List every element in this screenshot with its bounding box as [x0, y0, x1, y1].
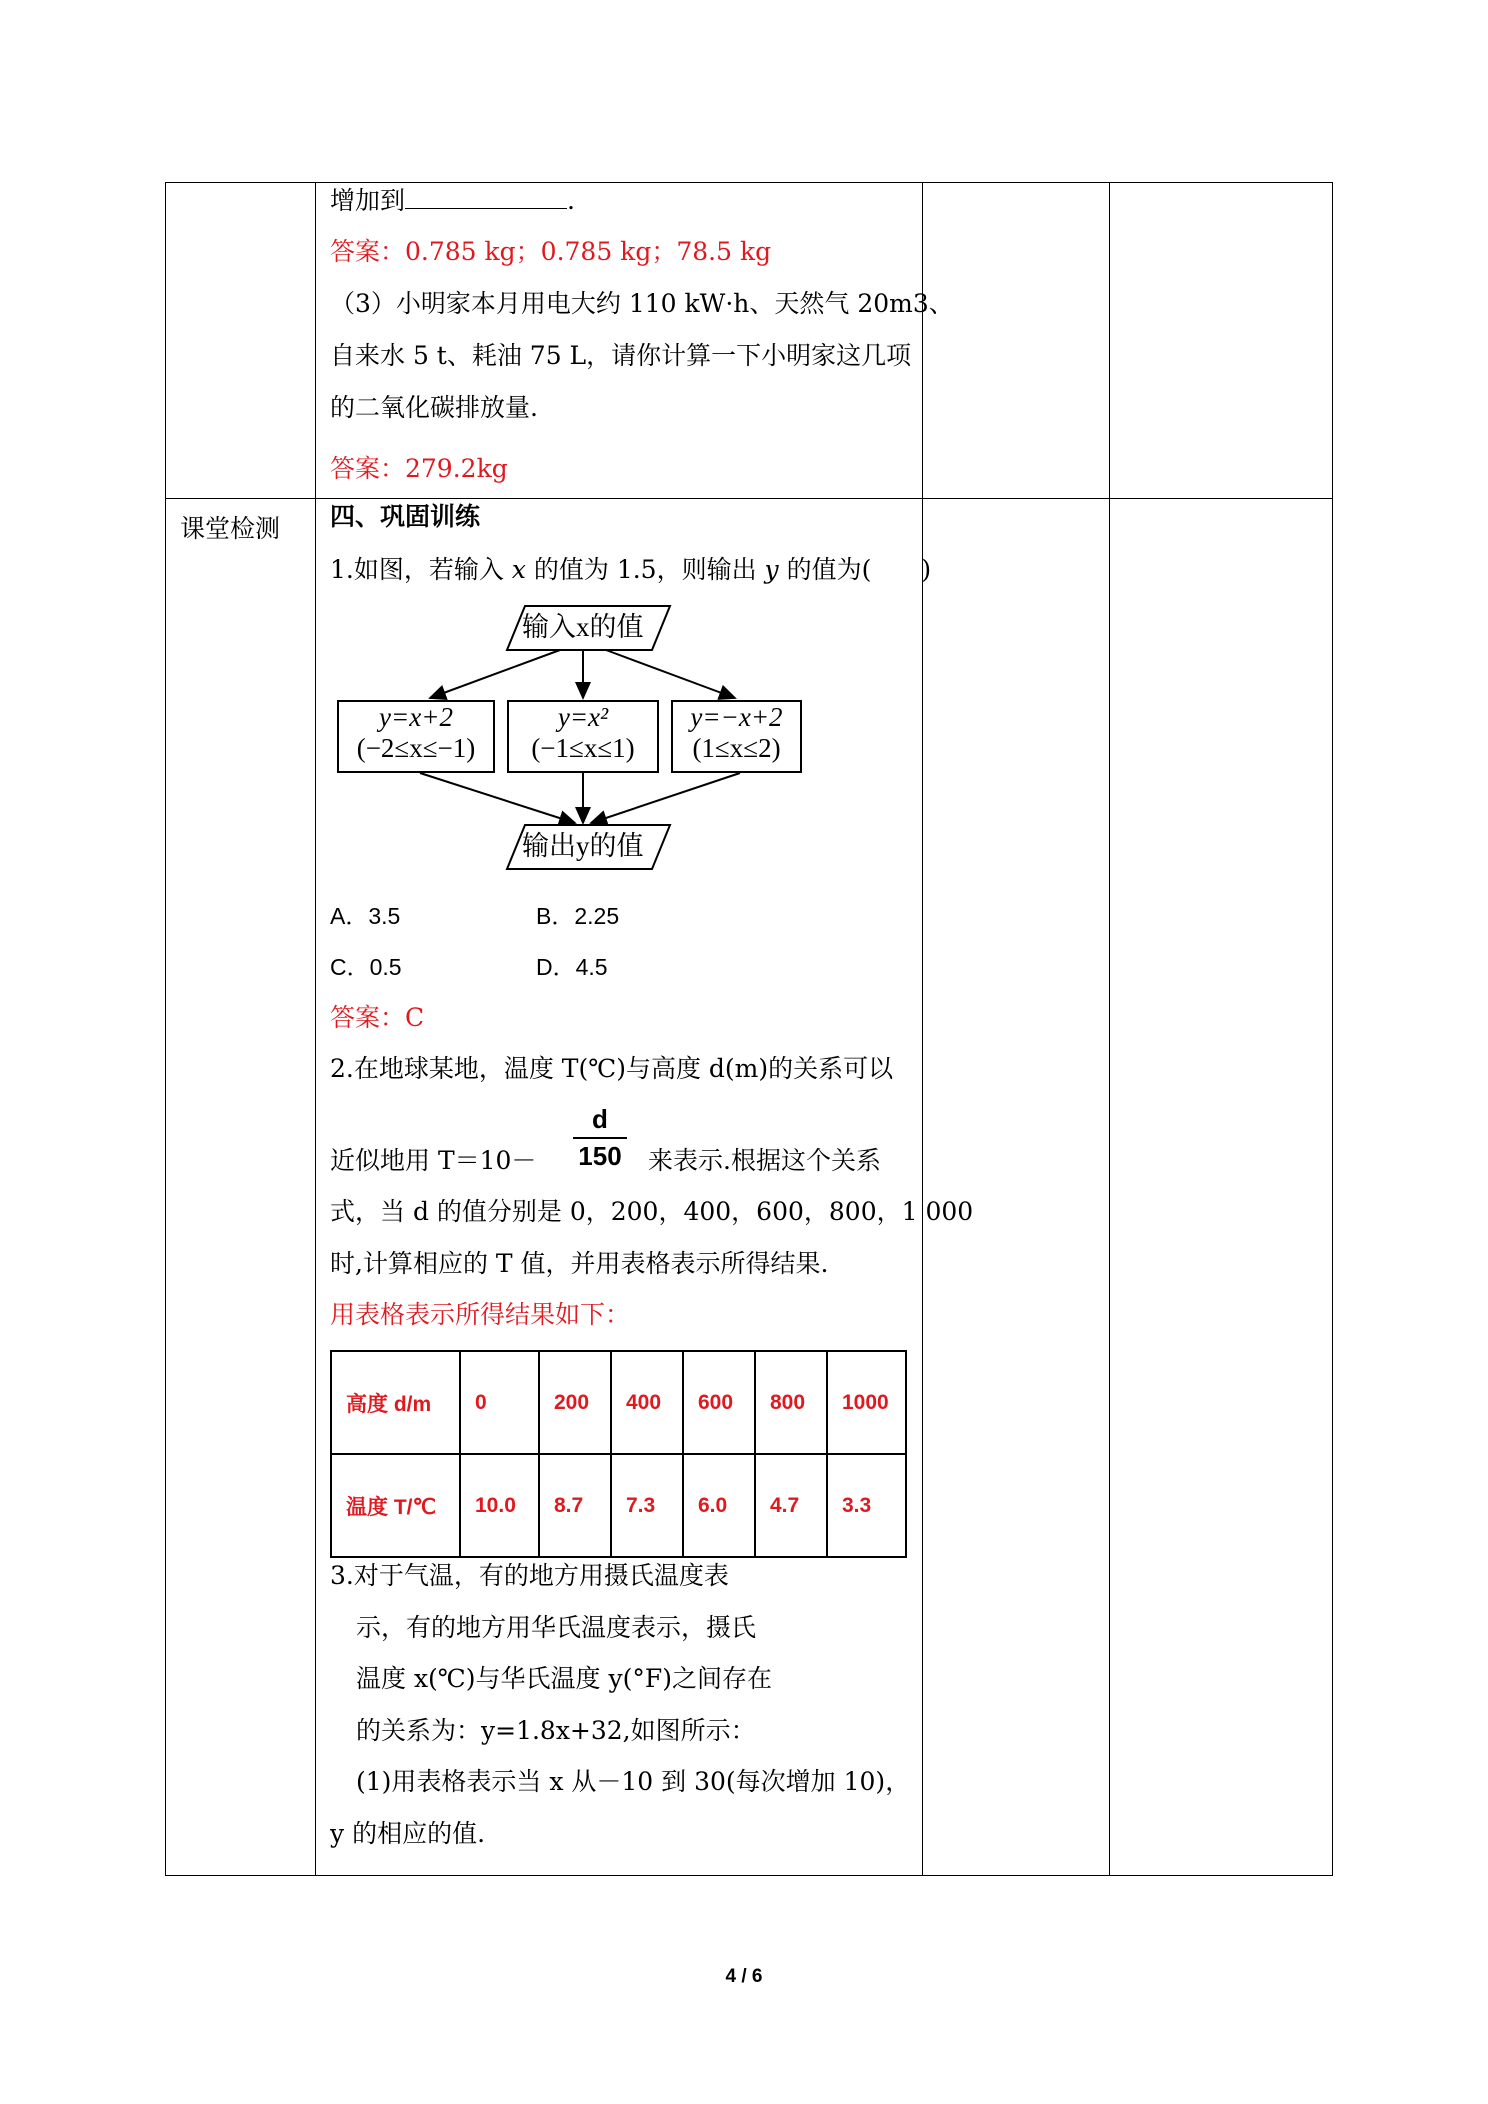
q3b-line1: 3.对于气温，有的地方用摄氏温度表	[330, 1561, 729, 1590]
input-label: 输入x的值	[522, 612, 644, 642]
case-box-1: y=x+2 (−2≤x≤−1)	[337, 700, 495, 773]
option-c: C．0.5	[330, 954, 402, 980]
q3b-line4: 的关系为：y=1.8x+32,如图所示：	[356, 1716, 756, 1745]
table-cell: 高度 d/m	[331, 1351, 460, 1454]
table-cell: 温度 T/℃	[331, 1454, 460, 1557]
table-cell: 10.0	[460, 1454, 539, 1557]
option-d: D．4.5	[536, 954, 608, 980]
table-cell: 0	[460, 1351, 539, 1454]
q3b-line3: 温度 x(℃)与华氏温度 y(°F)之间存在	[356, 1664, 772, 1693]
q2-line2a: 近似地用 T＝10－	[330, 1146, 537, 1175]
q3-line1: （3）小明家本月用电大约 110 kW·h、天然气 20m3、	[330, 289, 954, 318]
table-cell: 1000	[827, 1351, 906, 1454]
q1-answer: 答案：C	[330, 1003, 425, 1032]
q2-line2b: 来表示.根据这个关系	[648, 1146, 881, 1175]
table-cell: 3.3	[827, 1454, 906, 1557]
fraction-bar	[573, 1137, 627, 1139]
table-row	[331, 1351, 906, 1454]
row1-line1: 增加到 .	[330, 186, 575, 215]
option-b: B．2.25	[536, 903, 620, 929]
table-cell: 200	[539, 1351, 611, 1454]
output-label: 输出y的值	[522, 831, 644, 861]
case-box-2: y=x² (−1≤x≤1)	[507, 700, 659, 773]
table-row	[331, 1454, 906, 1557]
answer-3: 答案：279.2kg	[330, 454, 508, 483]
table-cell: 800	[755, 1351, 827, 1454]
page-number: 4 / 6	[725, 1966, 763, 1987]
q2-line1: 2.在地球某地，温度 T(℃)与高度 d(m)的关系可以	[330, 1054, 894, 1083]
q2-line3: 式，当 d 的值分别是 0，200，400，600，800，1 000	[330, 1197, 974, 1226]
table-cell: 6.0	[683, 1454, 755, 1557]
table-cell: 8.7	[539, 1454, 611, 1557]
q2-answer-intro: 用表格表示所得结果如下：	[330, 1300, 631, 1329]
q3b-line6: y 的相应的值.	[330, 1819, 486, 1848]
table-cell: 7.3	[611, 1454, 683, 1557]
result-table	[330, 1350, 907, 1558]
fraction-denominator: 150	[578, 1141, 622, 1171]
table-cell: 400	[611, 1351, 683, 1454]
q3-line3: 的二氧化碳排放量.	[330, 393, 538, 422]
table-cell: 4.7	[755, 1454, 827, 1557]
q3b-line2: 示，有的地方用华氏温度表示，摄氏	[356, 1613, 757, 1642]
q2-line4: 时,计算相应的 T 值，并用表格表示所得结果.	[330, 1249, 829, 1278]
option-a: A．3.5	[330, 903, 401, 929]
q1-stem: 1.如图，若输入 x 的值为 1.5，则输出 y 的值为( )	[330, 555, 932, 584]
section-heading: 四、巩固训练	[330, 502, 481, 531]
table-cell: 600	[683, 1351, 755, 1454]
q3b-line5: (1)用表格表示当 x 从－10 到 30(每次增加 10)，	[356, 1767, 911, 1796]
case-box-3: y=−x+2 (1≤x≤2)	[671, 700, 802, 773]
fraction	[573, 1104, 627, 1172]
q3-line2: 自来水 5 t、耗油 75 L，请你计算一下小明家这几项	[330, 341, 912, 370]
answer-1: 答案：0.785 kg；0.785 kg；78.5 kg	[330, 237, 772, 266]
row-label: 课堂检测	[180, 514, 281, 543]
fraction-numerator: d	[592, 1104, 608, 1134]
